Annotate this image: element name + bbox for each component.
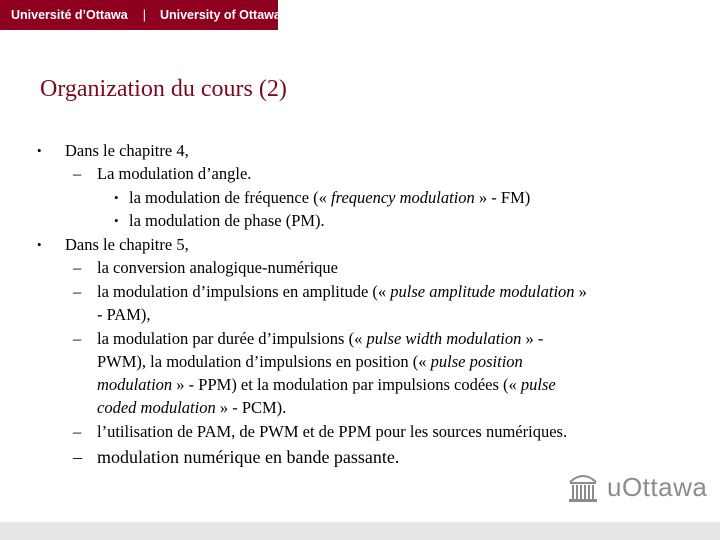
item-frequency-modulation: la modulation de fréquence (« frequency modulation » - FM) [129, 188, 531, 207]
dash-marker: – [73, 164, 82, 183]
bullet-chapter-4: Dans le chapitre 4, [65, 141, 189, 160]
bullet-chapter-5: Dans le chapitre 5, [65, 235, 189, 254]
sub-pwm: la modulation par durée d’impulsions (« pulse width modulation » - [97, 329, 544, 348]
dash-marker: – [73, 447, 82, 467]
sub-pam: la modulation d’impulsions en amplitude (« pulse amplitude modulation » [97, 282, 587, 301]
bullet-marker: • [37, 143, 42, 158]
university-header-bar [0, 0, 281, 30]
item-phase-modulation: la modulation de phase (PM). [129, 211, 325, 230]
header-french-name: Université d’Ottawa [11, 8, 128, 22]
dash-marker: – [73, 258, 82, 277]
dash-marker: – [73, 422, 82, 441]
sub-pam-cont: - PAM), [97, 305, 151, 324]
sub-pwm-cont-3: coded modulation » - PCM). [97, 398, 287, 417]
bullet-marker: • [37, 237, 42, 252]
sub-angle-modulation: La modulation d’angle. [97, 164, 252, 183]
sub-pwm-cont-1: PWM), la modulation d’impulsions en position (« pulse position [97, 352, 523, 371]
dot-marker: • [114, 213, 119, 228]
sub-digital-passband: modulation numérique en bande passante. [97, 447, 400, 467]
logo-text: uOttawa [607, 471, 708, 502]
sub-usage: l’utilisation de PAM, de PWM et de PPM pour les sources numériques. [97, 422, 568, 441]
footer-bar [0, 522, 720, 540]
dash-marker: – [73, 329, 82, 348]
sub-pwm-cont-2: modulation » - PPM) et la modulation par impulsions codées (« pulse [97, 375, 556, 394]
uottawa-logo [567, 470, 707, 504]
slide-title: Organization du cours (2) [40, 76, 287, 102]
dash-marker: – [73, 282, 82, 301]
university-building-icon [567, 470, 599, 504]
header-english-name: University of Ottawa [159, 8, 281, 22]
dot-marker: • [114, 190, 119, 205]
header-separator: | [142, 8, 146, 22]
sub-adc: la conversion analogique-numérique [97, 258, 338, 277]
